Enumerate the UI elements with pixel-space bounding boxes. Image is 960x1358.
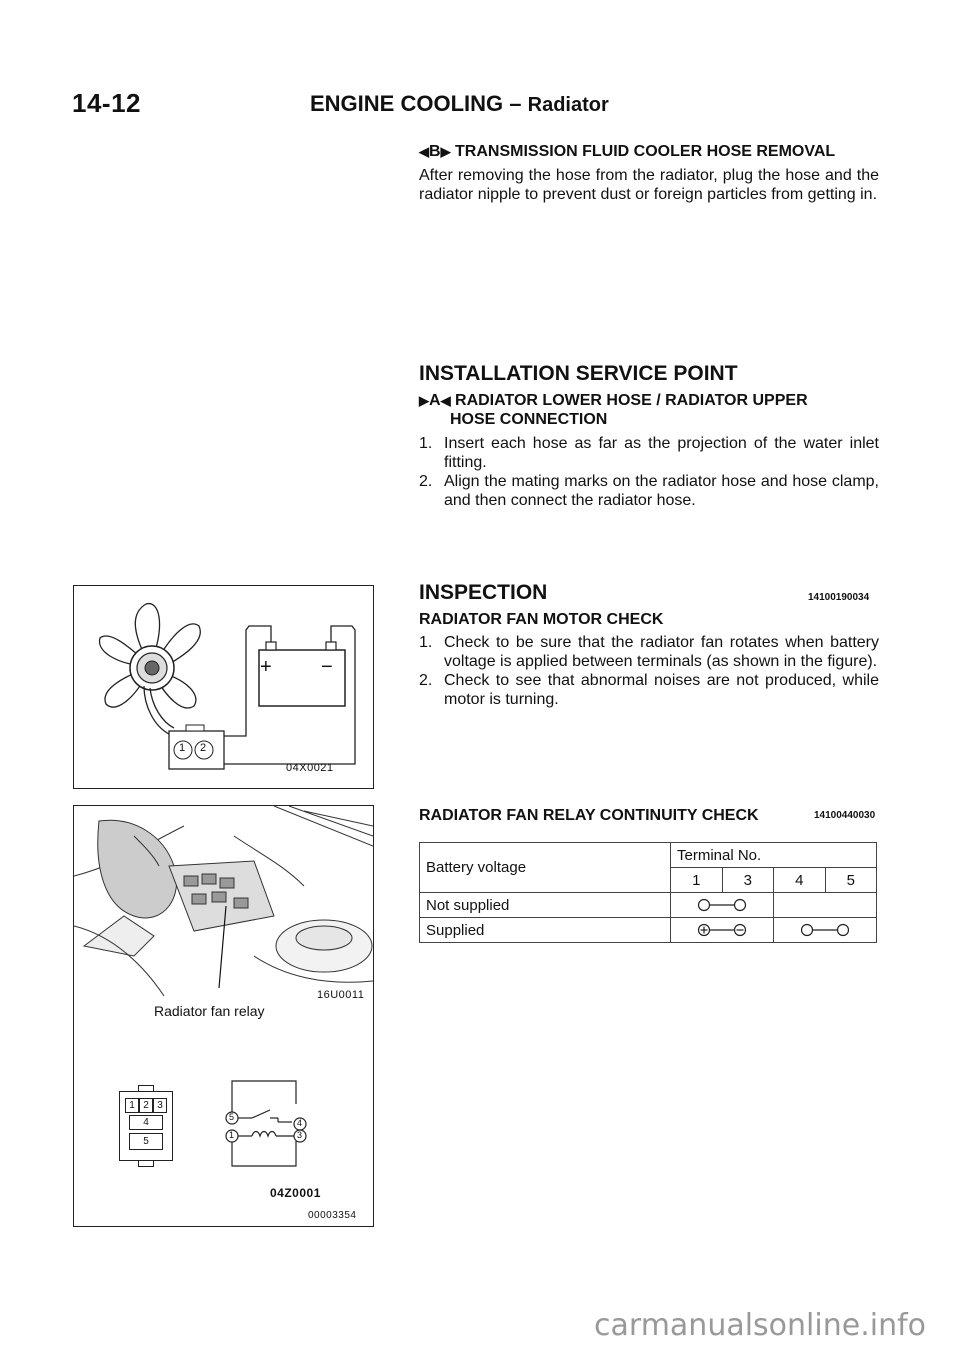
step-text: Insert each hose as far as the projection of the water inlet fitting.: [444, 435, 879, 471]
polarity-1-3: [671, 918, 774, 943]
watermark: carmanualsonline.info: [594, 1308, 926, 1343]
terminal-header: 4: [774, 868, 826, 893]
terminal-header: 1: [671, 868, 723, 893]
inspection-heading: INSPECTION: [419, 581, 548, 604]
installation-subheading: [419, 391, 879, 429]
row-label: Not supplied: [420, 893, 671, 918]
relay-check-code: 14100440030: [814, 810, 876, 821]
frame-code: 00003354: [308, 1210, 357, 1221]
continuity-4-5: [774, 893, 877, 918]
page-number: 14-12: [72, 88, 141, 118]
installation-heading: INSTALLATION SERVICE POINT: [419, 362, 738, 385]
connector-pin: 1: [125, 1098, 139, 1113]
schematic-code: 04Z0001: [270, 1186, 321, 1200]
connector-pin-2: 2: [200, 742, 207, 754]
motor-step: [419, 633, 879, 671]
continuity-4-5: [774, 918, 877, 943]
relay-figure: [73, 805, 374, 1227]
removal-text: After removing the hose from the radiator, plug the hose and the radiator nipple to prevent dust or foreign particles from getting in.: [419, 167, 879, 203]
connector-pin: 5: [129, 1133, 163, 1150]
fan-motor-diagram-icon: [74, 586, 373, 788]
installation-step: [419, 472, 879, 510]
installation-marker: A: [429, 392, 441, 409]
schematic-terminal: 4: [297, 1118, 303, 1128]
left-marker-icon: ◀: [440, 393, 451, 408]
fan-motor-figure: [73, 585, 374, 789]
step-number: 2.: [419, 473, 433, 490]
connector-pin: 4: [129, 1115, 163, 1130]
motor-check-steps: [419, 633, 879, 709]
connector-pin: 3: [153, 1098, 167, 1113]
removal-title: TRANSMISSION FLUID COOLER HOSE REMOVAL: [455, 143, 836, 160]
step-text: Align the mating marks on the radiator hose and hose clamp, and then connect the radiator hose.: [444, 473, 879, 509]
battery-plus: +: [260, 656, 272, 678]
page-header: [310, 91, 609, 117]
right-marker-icon: ▶: [419, 393, 429, 408]
header-dash: –: [509, 91, 522, 116]
installation-steps: [419, 434, 879, 510]
removal-marker: B: [429, 143, 441, 160]
step-text: Check to be sure that the radiator fan rotates when battery voltage is applied between terminals (as shown in the figure).: [444, 634, 879, 670]
schematic-terminal: 5: [229, 1112, 235, 1122]
table-row: [420, 893, 877, 918]
terminal-header: 3: [722, 868, 774, 893]
motor-step: [419, 671, 879, 709]
installation-subtitle-line1: RADIATOR LOWER HOSE / RADIATOR UPPER: [455, 392, 808, 409]
table-header-battery: Battery voltage: [420, 843, 671, 893]
continuity-1-3: [671, 893, 774, 918]
connector-pin: 2: [139, 1098, 153, 1113]
removal-heading: [419, 142, 879, 161]
continuity-table: [419, 842, 877, 943]
relay-schematic-icon: [74, 806, 373, 1226]
schematic-terminal: 3: [297, 1130, 303, 1140]
battery-minus: −: [321, 656, 333, 678]
polarity-symbol-icon: [696, 919, 748, 941]
row-label: Supplied: [420, 918, 671, 943]
step-number: 2.: [419, 672, 433, 689]
section-title: ENGINE COOLING: [310, 91, 504, 116]
table-header-terminal: Terminal No.: [671, 843, 877, 868]
installation-subtitle-line2: HOSE CONNECTION: [450, 411, 608, 428]
step-number: 1.: [419, 634, 433, 651]
figure-code: 04X0021: [286, 762, 334, 774]
continuity-symbol-icon: [799, 919, 851, 941]
schematic-terminal: 1: [229, 1130, 235, 1140]
continuity-symbol-icon: [696, 894, 748, 916]
motor-check-heading: RADIATOR FAN MOTOR CHECK: [419, 611, 664, 628]
step-text: Check to see that abnormal noises are not produced, while motor is turning.: [444, 672, 879, 708]
relay-check-heading: RADIATOR FAN RELAY CONTINUITY CHECK: [419, 807, 759, 824]
step-number: 1.: [419, 435, 433, 452]
table-row: [420, 918, 877, 943]
photo-code: 16U0011: [317, 989, 365, 1001]
left-marker-icon: ◀: [419, 144, 429, 159]
subsection-title: Radiator: [527, 94, 609, 116]
inspection-code: 14100190034: [808, 592, 870, 603]
terminal-header: 5: [825, 868, 877, 893]
connector-pin-1: 1: [179, 742, 186, 754]
right-marker-icon: ▶: [440, 144, 451, 159]
relay-label: Radiator fan relay: [154, 1003, 265, 1019]
installation-step: [419, 434, 879, 472]
